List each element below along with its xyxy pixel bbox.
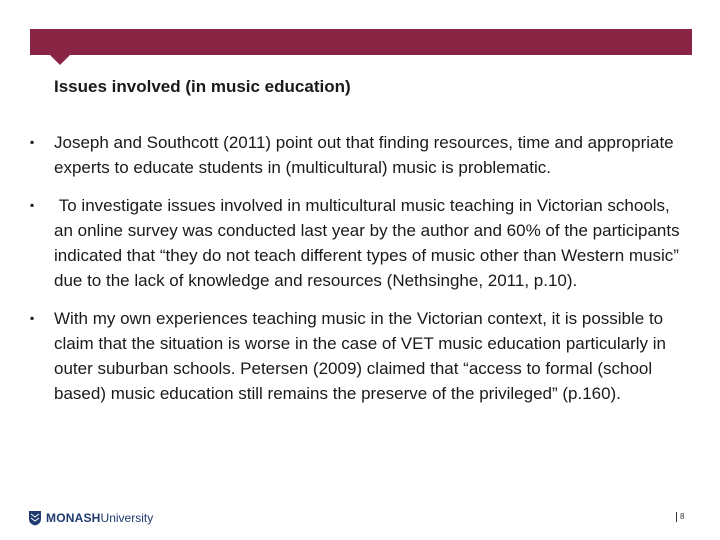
bullet-marker: ▪ bbox=[30, 135, 35, 149]
bullet-item bbox=[30, 130, 690, 180]
slide-title: Issues involved (in music education) bbox=[54, 77, 351, 96]
bullet-text: Joseph and Southcott (2011) point out that finding resources, time and appropriate experts to educate students in (multicultural) music is problematic. bbox=[54, 133, 674, 177]
header-bar-notch bbox=[50, 55, 70, 65]
bullet-marker: ▪ bbox=[30, 198, 35, 212]
logo-wordmark-monash: MONASH bbox=[46, 511, 101, 525]
shield-icon bbox=[28, 510, 42, 526]
bullet-marker: ▪ bbox=[30, 311, 35, 325]
bullet-list bbox=[30, 130, 690, 419]
bullet-item bbox=[30, 306, 690, 406]
page-number: 8 bbox=[676, 512, 684, 522]
header-bar bbox=[30, 29, 692, 55]
bullet-text: With my own experiences teaching music in the Victorian context, it is possible to claim that the situation is worse in the case of VET music education particularly in outer suburban schools. Petersen (2009) claimed that “access to formal (school based) music education still remains the preserve of the privileged” (p.160). bbox=[54, 309, 666, 403]
bullet-item bbox=[30, 193, 690, 293]
bullet-text: To investigate issues involved in multicultural music teaching in Victorian schools, an online survey was conducted last year by the author and 60% of the participants indicated that “they do not teach different types of music other than Western music” due to the lack of knowledge and resources (Nethsinghe, 2011, p.10). bbox=[54, 196, 685, 290]
logo-wordmark-university: University bbox=[100, 511, 154, 525]
monash-university-logo bbox=[28, 508, 153, 528]
